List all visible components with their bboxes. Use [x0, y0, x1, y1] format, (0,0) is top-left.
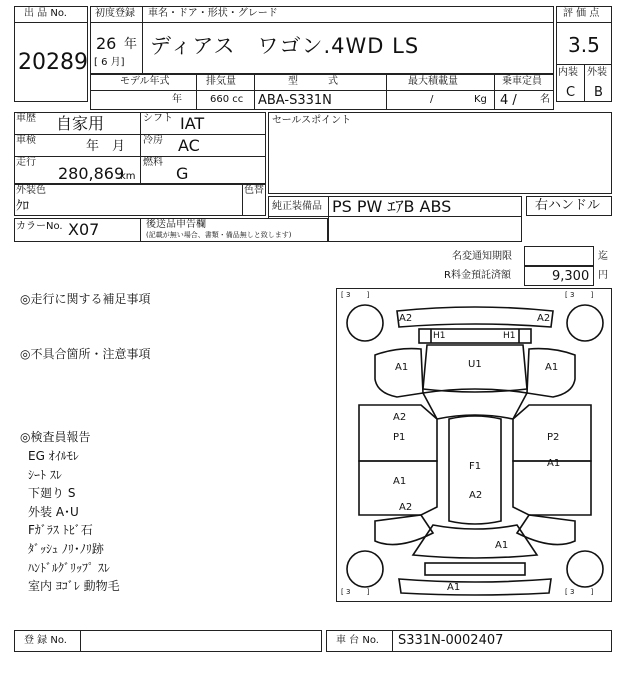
mark-front-bumper-left: A2	[399, 313, 413, 324]
shift-label: シフト	[143, 113, 173, 124]
wheel-front-left	[347, 305, 383, 341]
grade-label: 評 価 点	[563, 8, 600, 19]
mark-roof-1: F1	[469, 461, 482, 472]
car-outline	[337, 289, 613, 603]
first-registration-label: 初度登録	[95, 8, 135, 19]
corner-label-top-right: [ 3 ]	[565, 291, 594, 299]
color-number: X07	[68, 220, 100, 239]
documents-label: 後送品申告欄	[146, 219, 206, 230]
aircon-label: 冷房	[143, 135, 163, 146]
exterior-grade: B	[594, 85, 603, 100]
front-bumper	[397, 307, 553, 327]
inspection: 年 月	[86, 139, 126, 154]
inspector-item: 下廻り S	[28, 486, 76, 501]
color-change-label: 色替	[244, 185, 264, 196]
mark-rear-gate: A1	[495, 540, 509, 551]
inspector-item: ﾊﾝﾄﾞﾙｸﾞﾘｯﾌﾟ ｽﾚ	[28, 560, 110, 575]
exterior-color-box	[14, 184, 266, 216]
car-name: ディアス ワゴン.4WD LS	[150, 34, 420, 58]
mark-rear-bumper: A1	[447, 582, 461, 593]
rear-door-right	[513, 458, 591, 515]
recycle-fee-label: R料金預託済額	[444, 270, 511, 281]
mark-hood: U1	[468, 359, 482, 370]
mileage: 280,869	[58, 164, 125, 183]
documents-note: (記載が無い場合、書類・備品無しと致します)	[146, 231, 292, 239]
mark-front-bumper-right: A2	[537, 313, 551, 324]
rear-quarter-left	[375, 515, 433, 545]
registration-number-label: 登 録 No.	[24, 635, 67, 646]
name-change-label: 名変通知期限	[452, 251, 512, 262]
corner-label-bottom-left: [ 3 ]	[341, 588, 370, 596]
model-code: ABA-S331N	[258, 93, 332, 108]
displacement: 660 cc	[210, 94, 244, 105]
driving-notes-label: ◎走行に関する補足事項	[20, 292, 151, 306]
sales-point-label: セールスポイント	[272, 115, 352, 126]
lot-number: 20289	[18, 50, 88, 75]
aircon: AC	[178, 136, 200, 155]
equipment-label: 純正装備品	[272, 201, 322, 212]
model-type-label: 型 式	[288, 76, 338, 87]
history: 自家用	[56, 114, 105, 133]
mark-headlight-right: H1	[503, 331, 516, 341]
mark-front-door-left-a: A2	[393, 412, 407, 423]
mark-rear-door-right: A1	[547, 458, 561, 469]
chassis-number: S331N-0002407	[398, 633, 504, 648]
capacity-unit: 名	[540, 94, 550, 105]
rear-quarter-right	[517, 515, 575, 545]
rear-bumper	[399, 579, 551, 595]
displacement-label: 排気量	[206, 76, 236, 87]
max-load-label: 最大積載量	[408, 76, 458, 87]
wheel-rear-right	[567, 551, 603, 587]
fuel: G	[176, 164, 189, 183]
year-unit: 年	[124, 37, 138, 52]
mark-headlight-left: H1	[433, 331, 446, 341]
name-change-unit: 迄	[598, 251, 608, 262]
shift: IAT	[180, 114, 205, 133]
mark-rear-quarter-left: A2	[399, 502, 413, 513]
rear-door-left	[359, 461, 437, 515]
wheel-front-right	[567, 305, 603, 341]
first-registration-year: 26	[96, 34, 117, 53]
inspector-item: Fｶﾞﾗｽ ﾄﾋﾞ石	[28, 523, 93, 538]
damage-diagram	[336, 288, 612, 602]
name-change-box	[524, 246, 594, 266]
mark-front-door-right: P2	[547, 432, 560, 443]
max-load: /	[430, 94, 434, 105]
inspector-item: 外装 A･U	[28, 504, 79, 519]
interior-grade-label: 内装	[558, 67, 578, 78]
fuel-label: 燃料	[143, 157, 163, 168]
lot-number-label: 出 品 No.	[24, 8, 67, 19]
inspector-item: ﾀﾞｯｼｭ ﾉﾘ･ﾉﾘ跡	[28, 541, 104, 556]
inspector-report-label: ◎検査員報告	[20, 430, 91, 444]
inspector-item: 室内 ﾖｺﾞﾚ 動物毛	[28, 579, 120, 594]
model-year-label: モデル年式	[120, 76, 170, 87]
rear-light-bar	[425, 563, 525, 575]
corner-label-bottom-right: [ 3 ]	[565, 588, 594, 596]
capacity: 4 /	[500, 93, 517, 108]
windshield	[423, 389, 527, 419]
inspector-report-list	[28, 447, 318, 596]
capacity-label: 乗車定員	[502, 76, 542, 87]
model-year-unit: 年	[172, 94, 182, 105]
exterior-color: ｸﾛ	[16, 199, 29, 214]
mileage-label: 走行	[16, 157, 36, 168]
mark-front-fender-left: A1	[395, 362, 409, 373]
exterior-color-label: 外装色	[16, 185, 46, 196]
inspection-label: 車検	[16, 135, 36, 146]
steering: 右ハンドル	[535, 198, 601, 213]
overall-grade: 3.5	[568, 33, 600, 57]
inspector-item: ｼｰﾄ ｽﾚ	[28, 467, 62, 482]
corner-label-top-left: [ 3 ]	[341, 291, 370, 299]
recycle-fee-unit: 円	[598, 270, 608, 281]
interior-grade: C	[566, 85, 576, 100]
mileage-unit: km	[120, 171, 136, 182]
chassis-number-label: 車 台 No.	[336, 635, 379, 646]
recycle-fee: 9,300	[552, 269, 590, 284]
mark-front-door-left-p: P1	[393, 432, 406, 443]
history-label: 車歴	[16, 113, 36, 124]
max-load-unit: Kg	[474, 94, 487, 105]
wheel-rear-left	[347, 551, 383, 587]
car-name-label: 車名・ドア・形状・グレード	[148, 8, 278, 19]
mark-roof-2: A2	[469, 490, 483, 501]
inspector-item: EG ｵｲﾙﾓﾚ	[28, 449, 79, 463]
equipment: PS PW ｴｱB ABS	[332, 197, 452, 216]
first-registration-month: [ 6 月]	[94, 57, 125, 68]
defects-notes-label: ◎不具合箇所・注意事項	[20, 347, 151, 361]
exterior-grade-label: 外装	[587, 67, 607, 78]
color-number-label: カラーNo.	[16, 221, 63, 232]
mark-front-fender-right: A1	[545, 362, 559, 373]
mark-rear-door-left: A1	[393, 476, 407, 487]
